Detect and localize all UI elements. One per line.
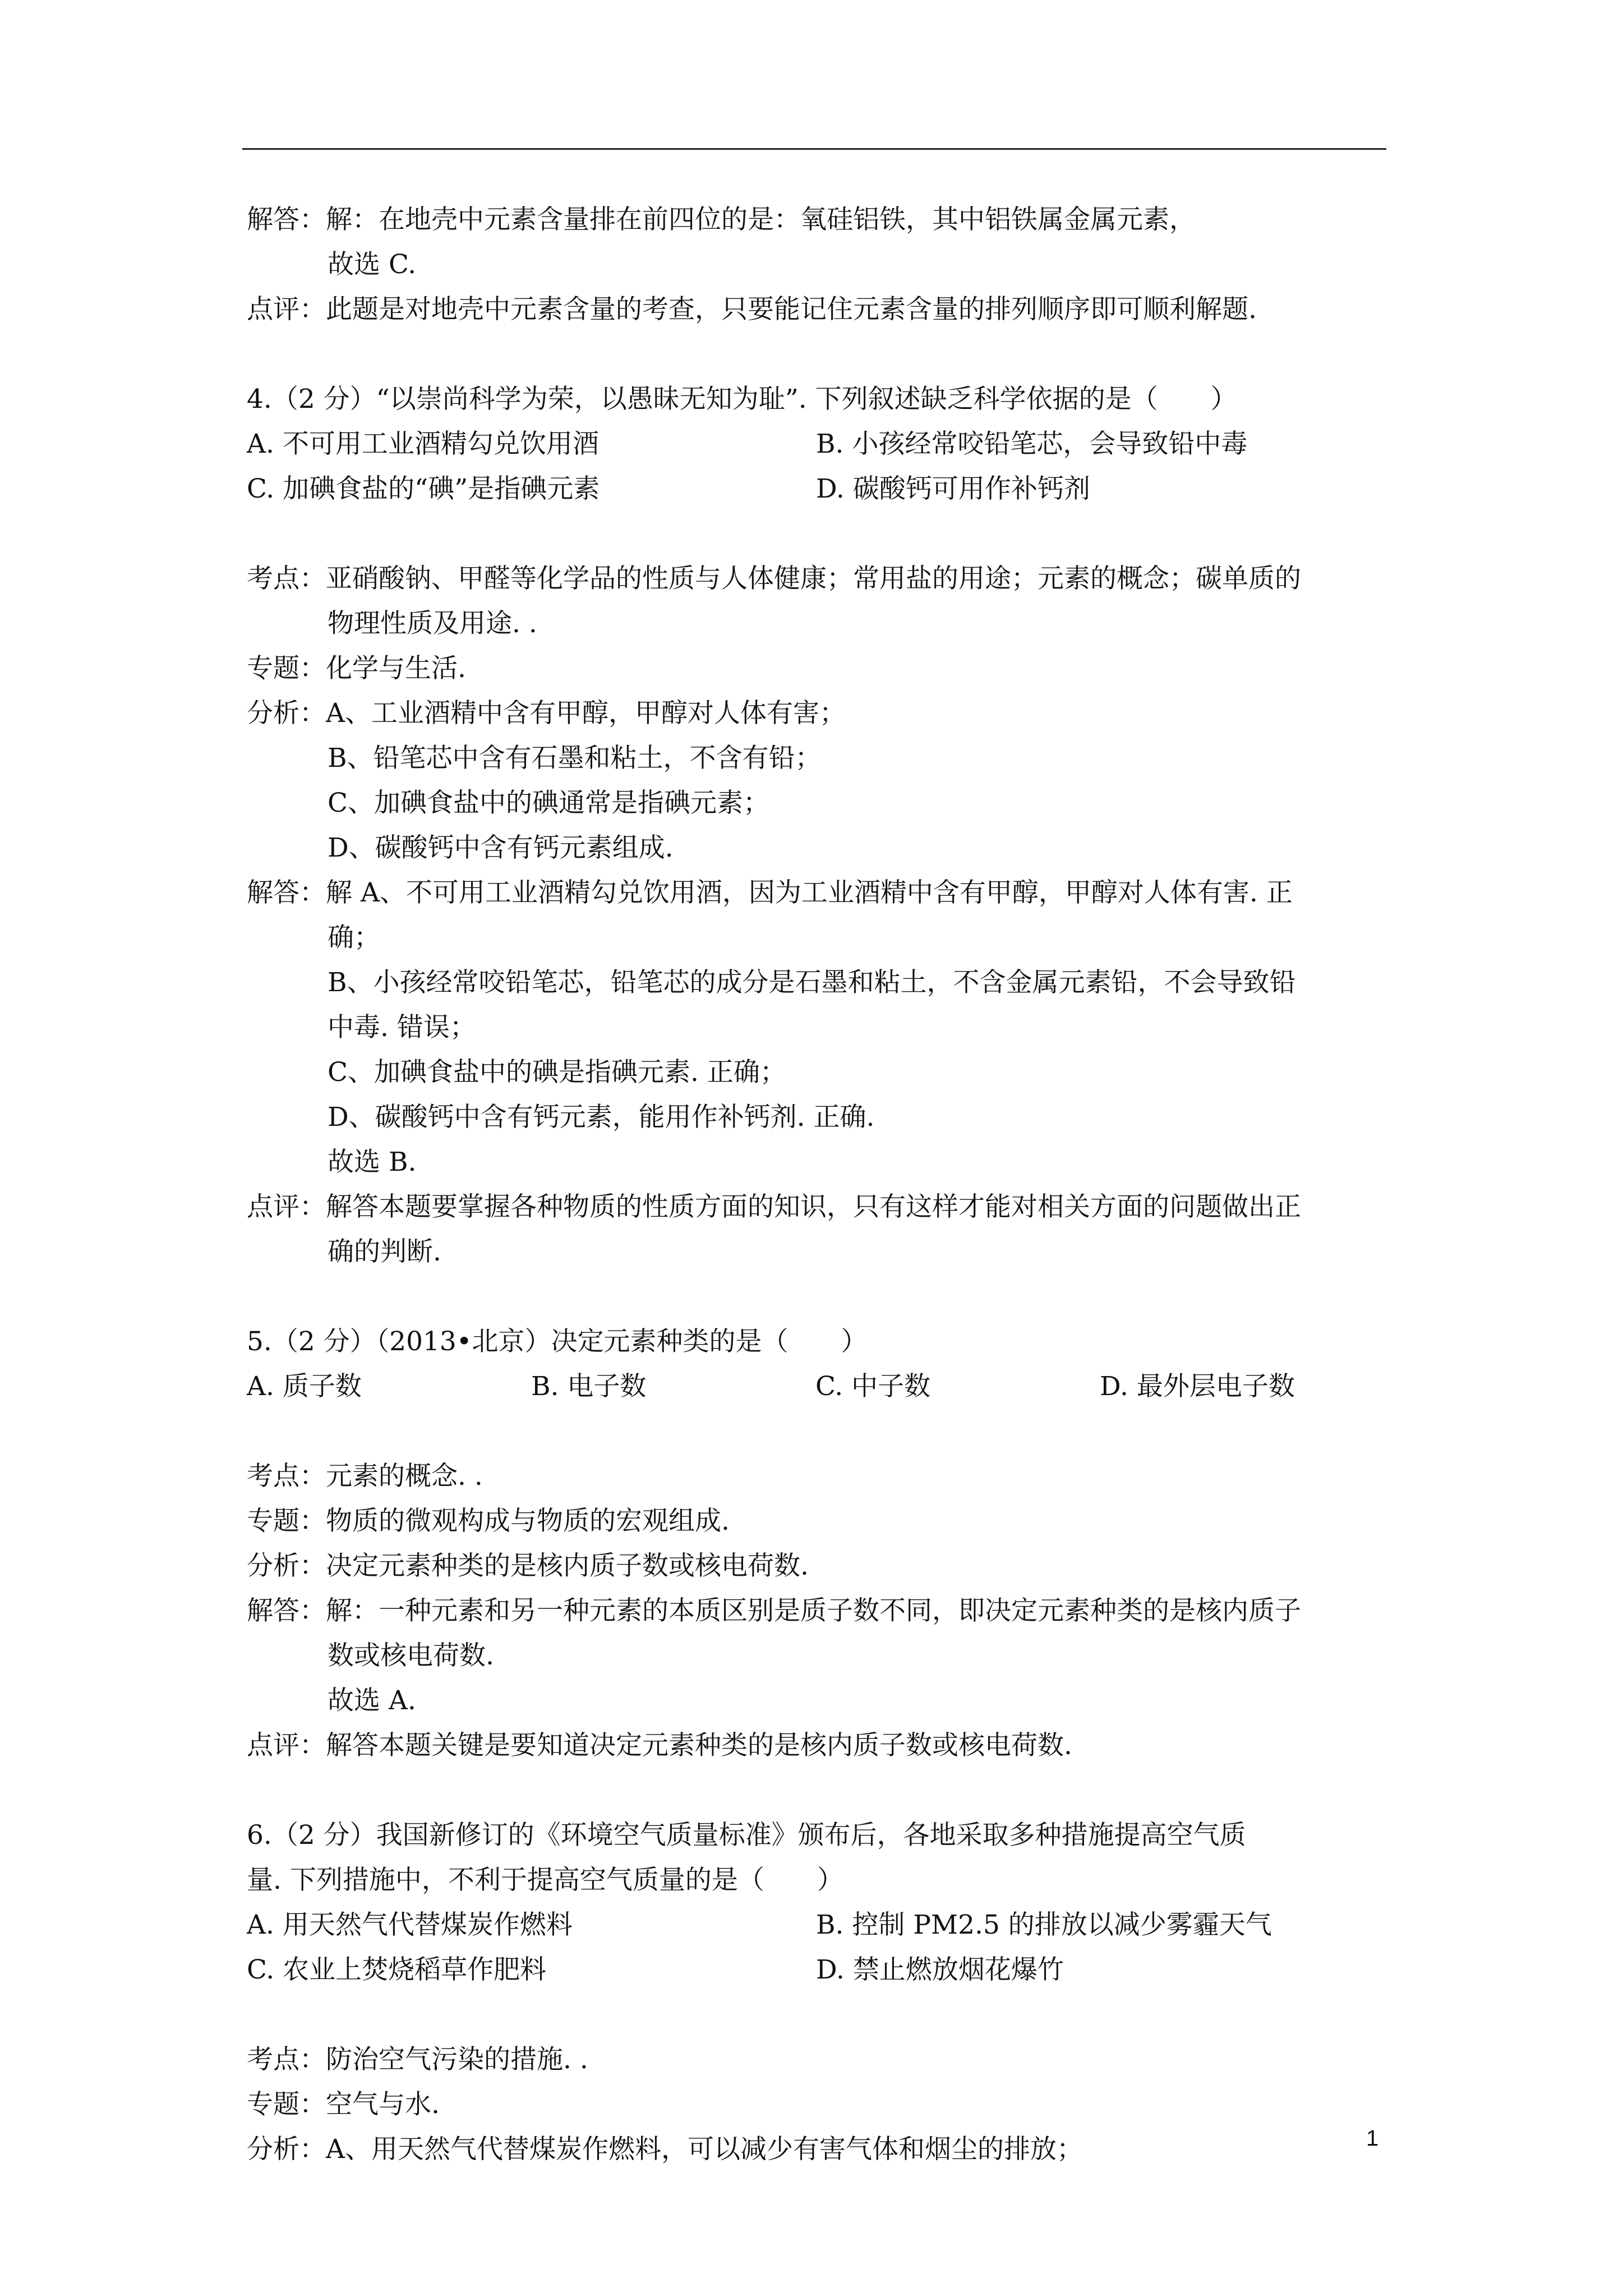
q4-options-row-1 bbox=[247, 422, 1396, 467]
q4-stem: 4.（2 分）“以崇尚科学为荣，以愚昧无知为耻”. 下列叙述缺乏科学依据的是（ ） bbox=[247, 384, 1237, 415]
q4-fenxi-line-2: B、铅笔芯中含有石墨和粘土，不含有铅； bbox=[328, 743, 822, 774]
q4-options-row-2 bbox=[247, 467, 1396, 512]
q5-dianping: 点评：解答本题关键是要知道决定元素种类的是核内质子数或核电荷数. bbox=[247, 1730, 1072, 1761]
q3-comment: 点评：此题是对地壳中元素含量的考查，只要能记住元素含量的排列顺序即可顺利解题. bbox=[247, 294, 1257, 325]
q6-stem-line-1: 6.（2 分）我国新修订的《环境空气质量标准》颁布后，各地采取多种措施提高空气质 bbox=[247, 1820, 1246, 1851]
q4-fenxi-line-3: C、加碘食盐中的碘通常是指碘元素； bbox=[328, 788, 769, 818]
q6-fenxi-line-1: 分析：A、用天然气代替煤炭作燃料，可以减少有害气体和烟尘的排放； bbox=[247, 2134, 1083, 2165]
q3-answer-line: 解答：解：在地壳中元素含量排在前四位的是：氧硅铝铁，其中铝铁属金属元素， bbox=[247, 204, 1196, 235]
q5-kaodian: 考点：元素的概念. . bbox=[247, 1461, 483, 1492]
q6-option-d: D. 禁止燃放烟花爆竹 bbox=[816, 1954, 1064, 1985]
q4-jieda-line-2: 确； bbox=[328, 922, 380, 953]
q4-option-a: A. 不可用工业酒精勾兑饮用酒 bbox=[247, 429, 599, 459]
q3-answer-choice: 故选 C. bbox=[328, 249, 417, 280]
q4-jieda-line-6: D、碳酸钙中含有钙元素，能用作补钙剂. 正确. bbox=[328, 1102, 875, 1133]
header-rule bbox=[242, 148, 1386, 150]
q6-option-b: B. 控制 PM2.5 的排放以减少雾霾天气 bbox=[816, 1910, 1272, 1940]
q5-options-row bbox=[247, 1364, 1396, 1409]
q4-jieda-line-7: 故选 B. bbox=[328, 1147, 417, 1177]
q4-jieda-line-5: C、加碘食盐中的碘是指碘元素. 正确； bbox=[328, 1057, 786, 1088]
q4-dianping-line-2: 确的判断. bbox=[328, 1236, 441, 1267]
q6-zhuanti: 专题：空气与水. bbox=[247, 2089, 440, 2120]
q5-jieda-line-3: 故选 A. bbox=[328, 1685, 416, 1716]
q4-option-c: C. 加碘食盐的“碘”是指碘元素 bbox=[247, 473, 600, 504]
q5-jieda-line-1: 解答：解：一种元素和另一种元素的本质区别是质子数不同，即决定元素种类的是核内质子 bbox=[247, 1595, 1301, 1626]
q6-option-c: C. 农业上焚烧稻草作肥料 bbox=[247, 1954, 547, 1985]
q4-dianping-line-1: 点评：解答本题要掌握各种物质的性质方面的知识，只有这样才能对相关方面的问题做出正 bbox=[247, 1191, 1301, 1222]
q5-option-d: D. 最外层电子数 bbox=[1100, 1371, 1295, 1402]
q4-kaodian-line-2: 物理性质及用途. . bbox=[328, 608, 537, 639]
q4-kaodian-line-1: 考点：亚硝酸钠、甲醛等化学品的性质与人体健康；常用盐的用途；元素的概念；碳单质的 bbox=[247, 563, 1301, 594]
q5-stem: 5.（2 分）（2013•北京）决定元素种类的是（ ） bbox=[247, 1326, 868, 1357]
page-number: 1 bbox=[1366, 2126, 1379, 2151]
q4-fenxi-line-4: D、碳酸钙中含有钙元素组成. bbox=[328, 832, 674, 863]
q6-kaodian: 考点：防治空气污染的措施. . bbox=[247, 2044, 588, 2075]
q5-option-b: B. 电子数 bbox=[531, 1371, 647, 1402]
q6-stem-line-2: 量. 下列措施中，不利于提高空气质量的是（ ） bbox=[247, 1865, 843, 1895]
q4-option-d: D. 碳酸钙可用作补钙剂 bbox=[816, 473, 1090, 504]
q4-jieda-line-4: 中毒. 错误； bbox=[328, 1012, 476, 1043]
q6-option-a: A. 用天然气代替煤炭作燃料 bbox=[247, 1910, 573, 1940]
q4-option-b: B. 小孩经常咬铅笔芯，会导致铅中毒 bbox=[816, 429, 1248, 459]
q4-jieda-line-1: 解答：解 A、不可用工业酒精勾兑饮用酒，因为工业酒精中含有甲醇，甲醇对人体有害. 正 bbox=[247, 877, 1293, 908]
q5-option-c: C. 中子数 bbox=[815, 1371, 931, 1402]
q5-zhuanti: 专题：物质的微观构成与物质的宏观组成. bbox=[247, 1506, 730, 1536]
page-content bbox=[247, 197, 1396, 2172]
q4-jieda-line-3: B、小孩经常咬铅笔芯，铅笔芯的成分是石墨和粘土，不含金属元素铅，不会导致铅 bbox=[328, 967, 1296, 998]
q4-zhuanti: 专题：化学与生活. bbox=[247, 653, 466, 684]
q4-fenxi-line-1: 分析：A、工业酒精中含有甲醇，甲醇对人体有害； bbox=[247, 698, 846, 729]
q5-fenxi: 分析：决定元素种类的是核内质子数或核电荷数. bbox=[247, 1550, 809, 1581]
q6-options-row-2 bbox=[247, 1948, 1396, 1993]
q5-option-a: A. 质子数 bbox=[247, 1371, 362, 1402]
q6-options-row-1 bbox=[247, 1903, 1396, 1948]
q5-jieda-line-2: 数或核电荷数. bbox=[328, 1640, 494, 1671]
